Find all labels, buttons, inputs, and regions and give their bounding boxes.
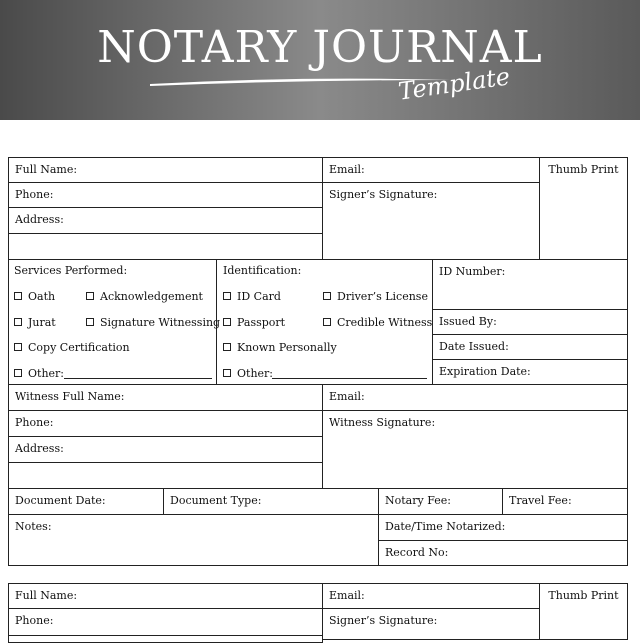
document-type-field[interactable]: Document Type: [163, 488, 379, 515]
drivers-license-checkbox[interactable] [323, 292, 331, 300]
address-line-2-field[interactable] [8, 233, 323, 260]
copy-certification-checkbox[interactable] [14, 343, 22, 351]
known-personally-checkbox[interactable] [223, 343, 231, 351]
credible-witness-checkbox[interactable] [323, 318, 331, 326]
witness-phone-field[interactable]: Phone: [8, 410, 323, 437]
entry2-phone-field[interactable]: Phone: [8, 608, 323, 636]
date-issued-field[interactable]: Date Issued: [432, 334, 628, 360]
oath-label: Oath [28, 290, 56, 303]
signer-signature-field[interactable]: Signer’s Signature: [322, 182, 540, 260]
issued-by-field[interactable]: Issued By: [432, 309, 628, 335]
identification-other-label: Other: [237, 367, 273, 380]
entry2-address-field[interactable] [8, 635, 323, 643]
drivers-license-label: Driver’s License [337, 290, 428, 303]
witness-address-line-2-field[interactable] [8, 462, 323, 489]
id-number-field[interactable]: ID Number: [432, 259, 628, 310]
witness-email-field[interactable]: Email: [322, 384, 628, 411]
acknowledgement-checkbox[interactable] [86, 292, 94, 300]
thumb-print-box[interactable]: Thumb Print [539, 157, 628, 260]
entry2-thumb-print-box[interactable]: Thumb Print [539, 583, 628, 640]
copy-certification-label: Copy Certification [28, 341, 130, 354]
id-card-checkbox[interactable] [223, 292, 231, 300]
entry2-email-field[interactable]: Email: [322, 583, 540, 609]
signature-witnessing-checkbox[interactable] [86, 318, 94, 326]
entry2-full-name-field[interactable]: Full Name: [8, 583, 323, 609]
entry2-signer-signature-field[interactable]: Signer’s Signature: [322, 608, 540, 640]
email-field[interactable]: Email: [322, 157, 540, 183]
id-card-label: ID Card [237, 290, 281, 303]
expiration-date-field[interactable]: Expiration Date: [432, 359, 628, 385]
full-name-field[interactable]: Full Name: [8, 157, 323, 183]
document-date-field[interactable]: Document Date: [8, 488, 164, 515]
services-heading: Services Performed: [14, 264, 128, 277]
oath-checkbox[interactable] [14, 292, 22, 300]
jurat-checkbox[interactable] [14, 318, 22, 326]
acknowledgement-label: Acknowledgement [100, 290, 203, 303]
credible-witness-label: Credible Witness [337, 316, 433, 329]
known-personally-label: Known Personally [237, 341, 337, 354]
notary-fee-field[interactable]: Notary Fee: [378, 488, 503, 515]
services-other-checkbox[interactable] [14, 369, 22, 377]
address-field[interactable]: Address: [8, 207, 323, 234]
witness-signature-field[interactable]: Witness Signature: [322, 410, 628, 489]
identification-other-checkbox[interactable] [223, 369, 231, 377]
passport-label: Passport [237, 316, 286, 329]
phone-field[interactable]: Phone: [8, 182, 323, 208]
signature-witnessing-label: Signature Witnessing [100, 316, 221, 329]
journal-subtitle: Template [396, 62, 512, 106]
record-no-field[interactable]: Record No: [378, 540, 628, 566]
witness-address-field[interactable]: Address: [8, 436, 323, 463]
travel-fee-field[interactable]: Travel Fee: [502, 488, 628, 515]
identification-other-input-line[interactable] [272, 378, 427, 379]
passport-checkbox[interactable] [223, 318, 231, 326]
identification-heading: Identification: [223, 264, 302, 277]
services-other-input-line[interactable] [64, 378, 212, 379]
notes-field[interactable]: Notes: [8, 514, 379, 566]
date-time-notarized-field[interactable]: Date/Time Notarized: [378, 514, 628, 541]
services-other-label: Other: [28, 367, 64, 380]
jurat-label: Jurat [28, 316, 56, 329]
witness-full-name-field[interactable]: Witness Full Name: [8, 384, 323, 411]
journal-title: NOTARY JOURNAL [97, 22, 543, 73]
